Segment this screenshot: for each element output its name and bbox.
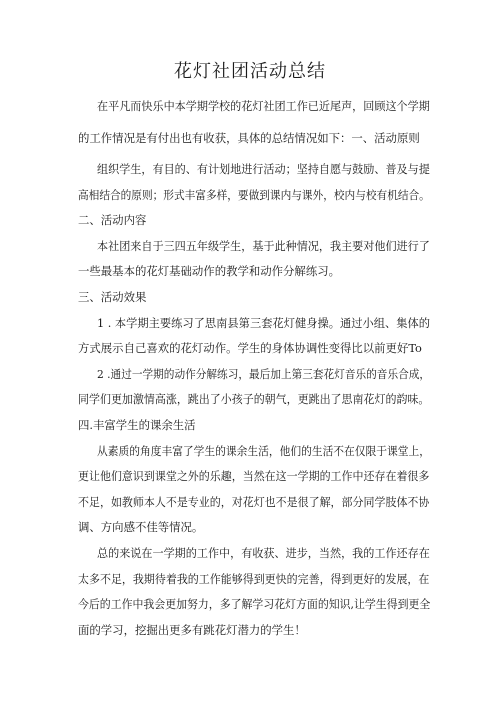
paragraph-line: 不足，如教师本人不是专业的，对花灯也不是很了解，部分同学肢体不协: [78, 495, 430, 509]
paragraph-line: 在平凡而快乐中本学期学校的花灯社团工作已近尾声，回顾这个学期: [97, 99, 430, 113]
paragraph-line: 高相结合的原则；形式丰富多样，要做到课内与课外，校内与校有机结合。: [78, 188, 430, 202]
paragraph-line: 组织学生，有目的、有计划地进行活动；坚持自愿与鼓励、普及与提: [97, 162, 430, 176]
paragraph-line: 更让他们意识到课堂之外的乐趣，当然在这一学期的工作中还存在着很多: [78, 469, 430, 483]
paragraph-line: 方式展示自己喜欢的花灯动作。学生的身体协调性变得比以前更好To: [78, 341, 422, 355]
paragraph-line: 2 .通过一学期的动作分解练习，最后加上第三套花灯音乐的音乐合成，: [97, 367, 431, 381]
section-heading: 三、活动效果: [78, 290, 147, 304]
paragraph-line: 1 . 本学期主要练习了思南县第三套花灯健身操。通过小组、集体的: [97, 316, 431, 330]
document-title: 花灯社团活动总结: [174, 61, 326, 82]
paragraph-line: 面的学习，挖掘出更多有跳花灯潜力的学生！: [78, 623, 306, 637]
paragraph-line: 调、方向感不佳等情况。: [78, 520, 204, 534]
paragraph-line: 今后的工作中我会更加努力，多了解学习花灯方面的知识,让学生得到更全: [78, 597, 431, 611]
paragraph-line: 本社团来自于三四五年级学生，基于此种情况，我主要对他们进行了: [97, 239, 430, 253]
paragraph-line: 总的来说在一学期的工作中，有收获、进步，当然，我的工作还存在: [97, 546, 430, 560]
paragraph-line: 同学们更加激情高涨，跳出了小孩子的朝气，更跳出了思南花灯的韵味。: [78, 392, 430, 406]
paragraph-line: 从素质的角度丰富了学生的课余生活，他们的生活不在仅限于课堂上，: [97, 444, 430, 458]
paragraph-line: 一些最基本的花灯基础动作的教学和动作分解练习。: [78, 264, 340, 278]
section-heading: 二、活动内容: [78, 213, 147, 227]
section-heading: 四.丰富学生的课余生活: [78, 418, 196, 432]
paragraph-line: 的工作情况是有付出也有收获，具体的总结情况如下：一、活动原则: [78, 131, 420, 145]
paragraph-line: 太多不足，我期待着我的工作能够得到更快的完善，得到更好的发展，在: [78, 572, 430, 586]
